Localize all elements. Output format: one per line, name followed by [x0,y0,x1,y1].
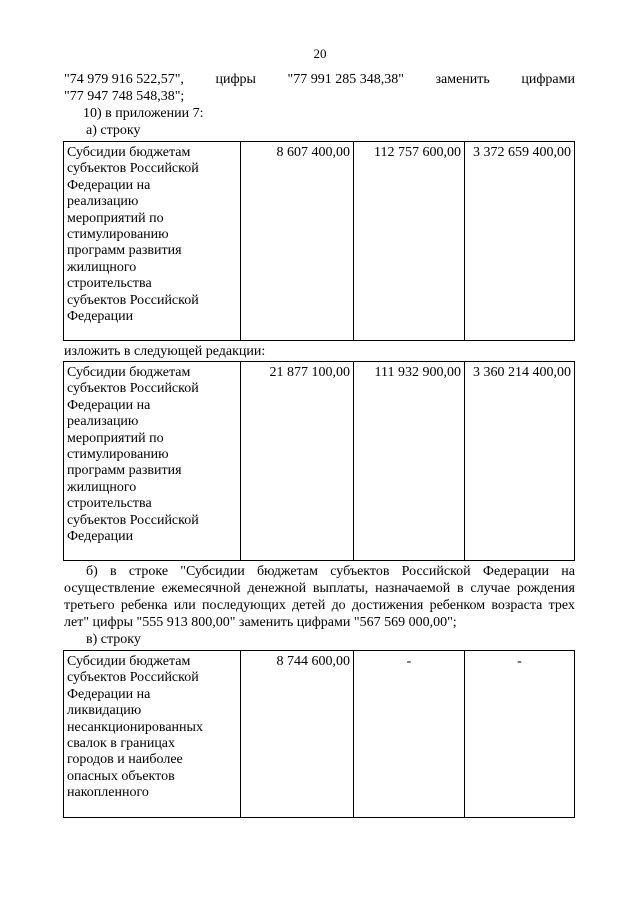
value-cell-3: - [465,651,575,818]
word: случае [470,581,511,596]
value-cell-2: 112 757 600,00 [354,142,465,341]
word: Российской [401,564,471,579]
subsidy-name-cell [64,142,241,341]
text-line: субъектов Российской [67,292,199,308]
table-row [64,142,575,341]
word: "77 991 285 348,38" [287,72,404,87]
page-number: 20 [313,46,327,61]
word: цифры [215,72,256,87]
text-line: реализацию [67,194,139,210]
table-row [64,651,575,818]
word: трех [548,598,575,613]
subsidy-table-old [63,141,575,341]
subsidy-name-cell [64,651,241,818]
text-line: стимулированию [67,447,169,463]
para-b-line-4: лет" цифры "555 913 800,00" заменить цифрами "567 569 000,00"; [64,615,457,630]
word: строке [128,564,169,579]
text-line: реализацию [67,414,139,430]
text-line: жилищного [67,259,137,275]
text-line: субъектов Российской [67,161,199,177]
text-line: Субсидии бюджетам [67,145,191,160]
value-cell-1: 8 607 400,00 [241,142,354,341]
word: осуществление [64,581,155,596]
text-line: Федерации на [67,177,151,193]
text-line: опасных объектов [67,768,175,784]
subsidy-name-cell [64,362,241,561]
text-line: программ развития [67,463,182,479]
value-cell-1: 8 744 600,00 [241,651,354,818]
word: в [457,581,464,596]
para-b-line-3 [64,598,575,614]
item-a: а) строку [86,123,141,138]
word: ребенком [429,598,486,613]
word: ребенка [120,598,168,613]
text-line: субъектов Российской [67,670,199,686]
word: третьего [64,598,115,613]
text-line: свалок в границах [67,736,176,752]
word: заменить [435,72,490,87]
text-line: Субсидии бюджетам [67,654,191,669]
word: бюджетам [256,564,318,579]
text-line: ликвидацию [67,703,142,719]
text-line: стимулированию [67,227,169,243]
value-cell-2: 111 932 900,00 [354,362,465,561]
text-line: Субсидии бюджетам [67,365,191,380]
word: в [110,564,117,579]
item-v: в) строку [86,632,141,647]
text-line: Федерации на [67,686,151,702]
word: последующих [201,598,286,613]
subsidy-table-new [63,361,575,561]
word: выплаты, [312,581,369,596]
word: ежемесячной [161,581,241,596]
word: б) [86,564,98,579]
text-line: жилищного [67,479,137,495]
table-row [64,362,575,561]
text-line: несанкционированных [67,719,203,735]
subsidy-table-third [63,650,575,818]
para-b-line-2 [64,581,575,597]
word: "74 979 916 522,57", [64,72,184,87]
text-line: Федерации [67,529,134,545]
text-line: Федерации на [67,397,151,413]
text-line: мероприятий по [67,210,164,226]
word: на [561,564,575,579]
word: детей [292,598,326,613]
text-line: программ развития [67,243,182,259]
text-line: накопленного [67,785,149,801]
text-line: строительства [67,276,152,292]
value-cell-3: 3 360 214 400,00 [465,362,575,561]
value-cell-2: - [354,651,465,818]
text-line: строительства [67,496,152,512]
intro-line-1 [64,72,575,88]
word: Федерации [482,564,550,579]
text-line: субъектов Российской [67,512,199,528]
item-10: 10) в приложении 7: [83,106,204,121]
text-line: городов и наиболее [67,752,183,768]
word: назначаемой [375,581,451,596]
text-line: субъектов Российской [67,381,199,397]
para-b-line-1 [64,564,575,580]
word: субъектов [330,564,390,579]
text-line: мероприятий по [67,430,164,446]
new-edition-label: изложить в следующей редакции: [64,344,266,359]
word: до [331,598,346,613]
value-cell-3: 3 372 659 400,00 [465,142,575,341]
value-cell-1: 21 877 100,00 [241,362,354,561]
word: достижения [351,598,424,613]
word: денежной [247,581,307,596]
word: рождения [516,581,575,596]
word: "Субсидии [180,564,245,579]
word: возраста [491,598,543,613]
word: цифрами [521,72,575,87]
text-line: Федерации [67,309,134,325]
intro-line-2: "77 947 748 548,38"; [64,89,185,104]
word: или [173,598,196,613]
